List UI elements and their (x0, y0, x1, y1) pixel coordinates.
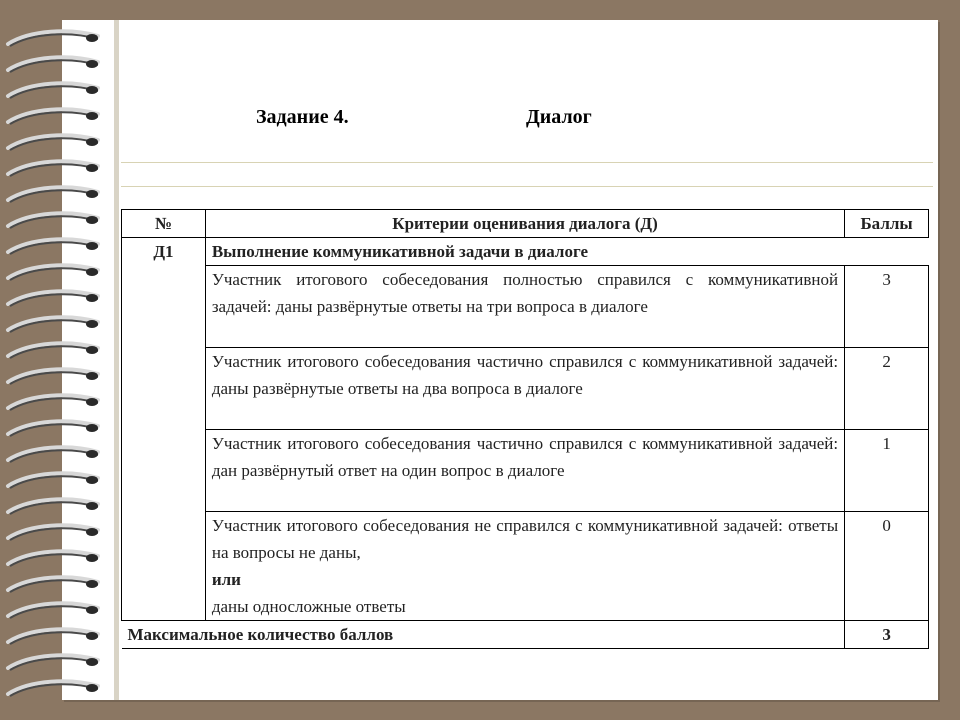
max-points: 3 (845, 621, 929, 649)
max-row (122, 621, 929, 649)
header-num: № (122, 210, 206, 238)
table-row (122, 430, 929, 512)
table-row (122, 512, 929, 621)
row-text: Участник итогового собеседования полностью справился с коммуникативной задачей: даны развёрнутые ответы на три вопроса в диалоге (205, 266, 844, 348)
table-header-row (122, 210, 929, 238)
max-label: Максимальное количество баллов (122, 621, 845, 649)
header-points: Баллы (845, 210, 929, 238)
row-points: 3 (845, 266, 929, 348)
row-text-after: даны односложные ответы (211, 597, 406, 616)
row-text: Участник итогового собеседования частично справился с коммуникативной задачей: даны развёрнутые ответы на два вопроса в диалоге (205, 348, 844, 430)
ruled-line (121, 186, 933, 187)
task-number: Задание 4. (256, 106, 349, 128)
row-points: 1 (845, 430, 929, 512)
page-margin-line (114, 20, 119, 700)
row-text: Участник итогового собеседования не справился с коммуникативной задачей: ответы на вопросы не даны, (211, 516, 839, 562)
row-text: Участник итогового собеседования частично справился с коммуникативной задачей: дан развёрнутый ответ на один вопрос в диалоге (205, 430, 844, 512)
task-name: Диалог (526, 106, 592, 128)
spiral-binding-icon (0, 20, 110, 700)
table-row (122, 266, 929, 348)
criteria-table (121, 209, 929, 649)
criterion-title: Выполнение коммуникативной задачи в диалоге (205, 238, 928, 266)
criterion-row (122, 238, 929, 266)
row-text-block (205, 512, 844, 621)
row-points: 0 (845, 512, 929, 621)
or-label: или (211, 570, 241, 589)
row-points: 2 (845, 348, 929, 430)
ruled-line (121, 162, 933, 163)
table-row (122, 348, 929, 430)
header-criteria: Критерии оценивания диалога (Д) (205, 210, 844, 238)
criterion-code: Д1 (122, 238, 206, 621)
